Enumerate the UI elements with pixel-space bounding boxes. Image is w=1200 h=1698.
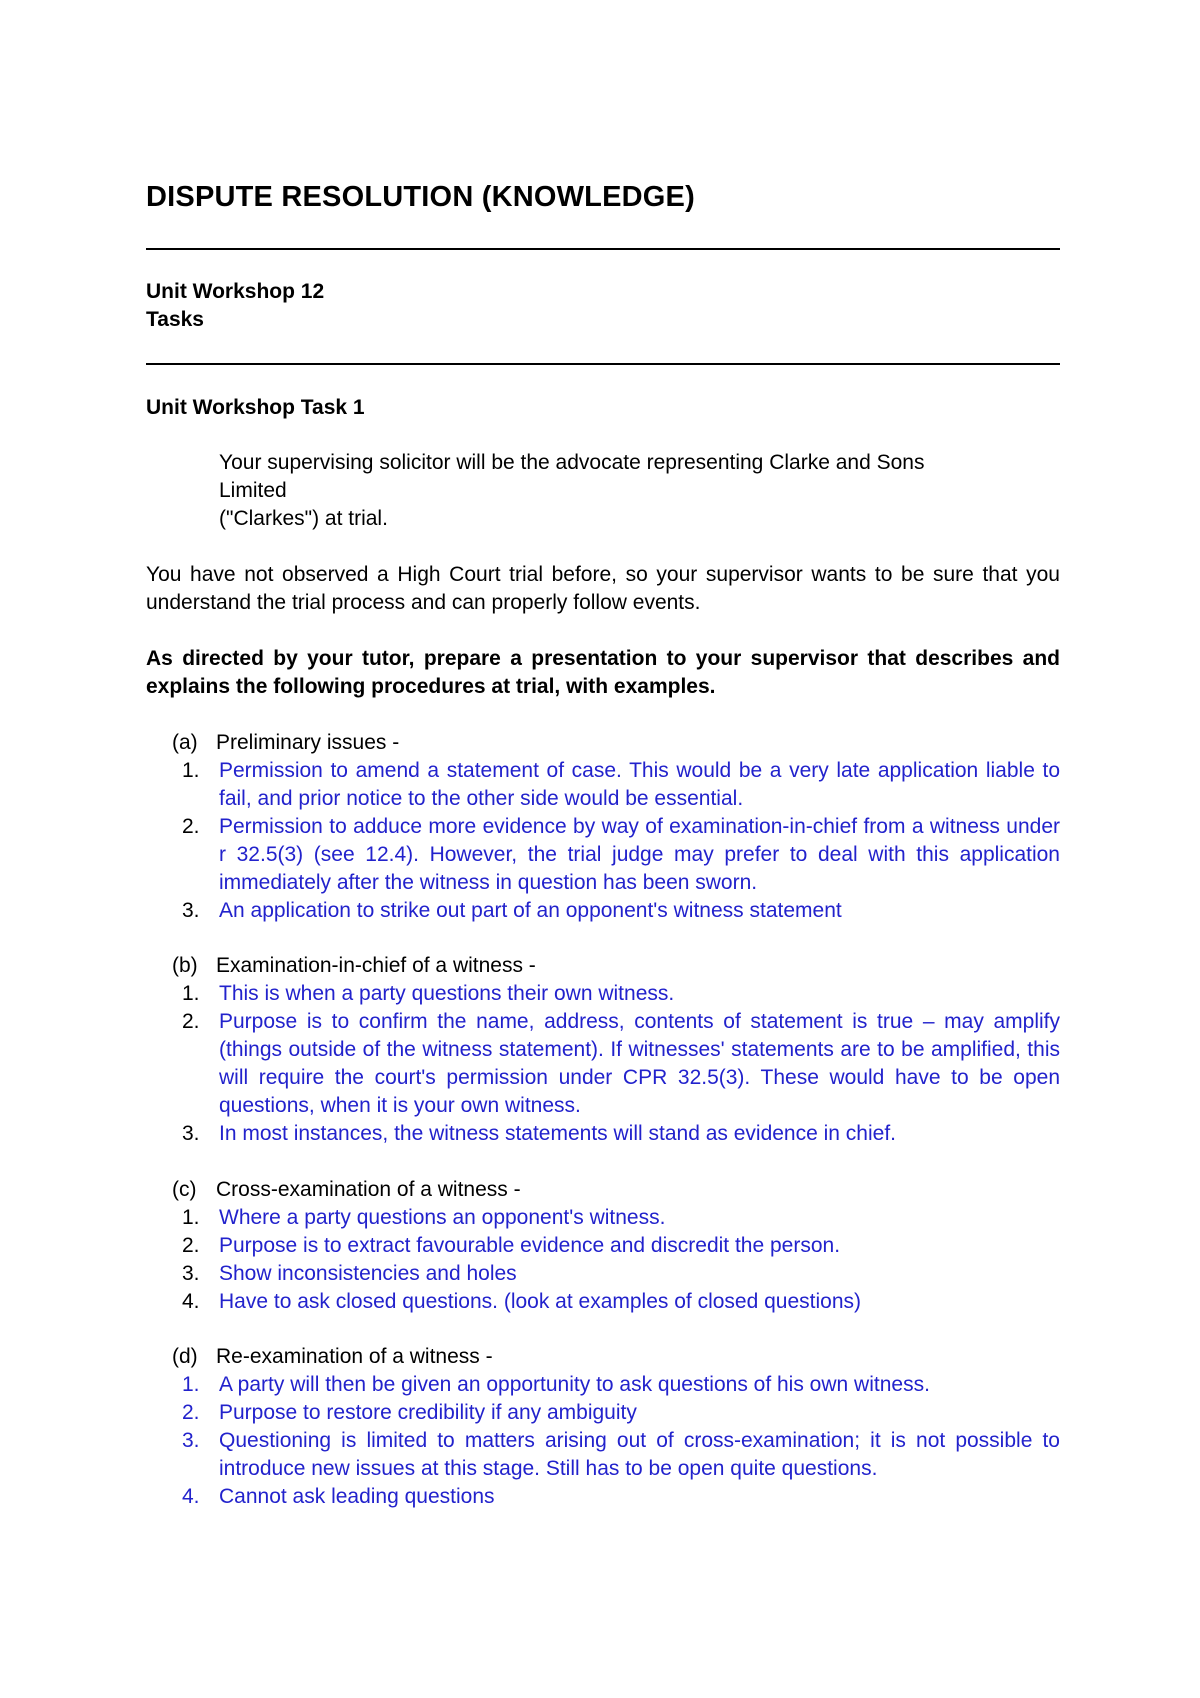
list-item	[146, 1399, 1060, 1427]
answer-list	[146, 980, 1060, 1148]
list-item	[146, 1008, 1060, 1120]
section-tag: (c)	[172, 1178, 197, 1201]
list-item	[146, 1427, 1060, 1483]
list-number: 4.	[182, 1290, 200, 1313]
horizontal-rule	[146, 248, 1060, 250]
answer-list	[146, 1204, 1060, 1316]
instruction-paragraph: As directed by your tutor, prepare a presentation to your supervisor that describes and explains the following procedures at trial, with examples.	[146, 647, 1060, 698]
task-heading: Unit Workshop Task 1	[146, 396, 365, 419]
section-title: Examination-in-chief of a witness -	[216, 954, 536, 977]
unit-header	[146, 278, 324, 334]
list-item	[146, 1260, 1060, 1288]
list-item-text: Purpose is to extract favourable evidence and discredit the person.	[219, 1234, 841, 1257]
intro-line: Limited	[219, 479, 287, 502]
unit-workshop-label: Unit Workshop 12	[146, 280, 325, 303]
section-preliminary-issues	[146, 729, 1060, 925]
section-title: Cross-examination of a witness -	[216, 1178, 521, 1201]
context-paragraph: You have not observed a High Court trial before, so your supervisor wants to be sure that you understand the trial process and can properly follow events.	[146, 563, 1060, 614]
list-number: 3.	[182, 1262, 200, 1285]
list-item-text: Have to ask closed questions. (look at examples of closed questions)	[219, 1290, 862, 1313]
section-heading	[146, 1176, 1060, 1204]
list-number: 2.	[182, 1010, 200, 1033]
intro-line: Your supervising solicitor will be the advocate representing Clarke and Sons	[219, 451, 925, 474]
list-number: 3.	[182, 1429, 200, 1452]
section-title: Re-examination of a witness -	[216, 1345, 493, 1368]
answer-list	[146, 1371, 1060, 1511]
list-item-text: In most instances, the witness statements will stand as evidence in chief.	[219, 1122, 896, 1145]
list-item	[146, 897, 1060, 925]
horizontal-rule	[146, 363, 1060, 365]
list-item	[146, 1483, 1060, 1511]
list-item	[146, 757, 1060, 813]
list-number: 2.	[182, 815, 200, 838]
list-item-text: Permission to adduce more evidence by way of examination-in-chief from a witness under r 32.5(3) (see 12.4). However, the trial judge may prefer to deal with this application immediately after the witness in question has been sworn.	[219, 815, 1060, 894]
list-item	[146, 1204, 1060, 1232]
list-item	[146, 1232, 1060, 1260]
document-title: DISPUTE RESOLUTION (KNOWLEDGE)	[146, 181, 695, 213]
section-tag: (a)	[172, 731, 198, 754]
list-number: 1.	[182, 1206, 200, 1229]
list-item	[146, 813, 1060, 897]
list-number: 2.	[182, 1234, 200, 1257]
list-number: 3.	[182, 1122, 200, 1145]
list-item	[146, 1371, 1060, 1399]
intro-line: ("Clarkes") at trial.	[219, 507, 388, 530]
list-item-text: Where a party questions an opponent's witness.	[219, 1206, 666, 1229]
section-tag: (d)	[172, 1345, 198, 1368]
section-re-examination	[146, 1343, 1060, 1511]
section-heading	[146, 952, 1060, 980]
section-tag: (b)	[172, 954, 198, 977]
list-item-text: Cannot ask leading questions	[219, 1485, 495, 1508]
list-number: 4.	[182, 1485, 200, 1508]
list-item	[146, 980, 1060, 1008]
section-cross-examination	[146, 1176, 1060, 1316]
list-item-text: A party will then be given an opportunity to ask questions of his own witness.	[219, 1373, 930, 1396]
list-number: 1.	[182, 1373, 200, 1396]
section-examination-in-chief	[146, 952, 1060, 1148]
answer-list	[146, 757, 1060, 925]
list-item-text: This is when a party questions their own witness.	[219, 982, 675, 1005]
list-number: 3.	[182, 899, 200, 922]
list-item-text: Purpose is to confirm the name, address, contents of statement is true – may amplify (things outside of the witness statement). If witnesses' statements are to be amplified, this will require the court's permission under CPR 32.5(3). These would have to be open questions, when it is your own witness.	[219, 1010, 1060, 1117]
list-item	[146, 1120, 1060, 1148]
list-item-text: Show inconsistencies and holes	[219, 1262, 517, 1285]
list-item-text: An application to strike out part of an opponent's witness statement	[219, 899, 842, 922]
tasks-label: Tasks	[146, 308, 204, 331]
list-item-text: Questioning is limited to matters arising out of cross-examination; it is not possible to introduce new issues at this stage. Still has to be open quite questions.	[219, 1429, 1060, 1480]
list-number: 1.	[182, 759, 200, 782]
list-item-text: Permission to amend a statement of case. This would be a very late application liable to fail, and prior notice to the other side would be essential.	[219, 759, 1060, 810]
intro-paragraph	[219, 449, 1060, 533]
list-number: 1.	[182, 982, 200, 1005]
section-heading	[146, 729, 1060, 757]
section-heading	[146, 1343, 1060, 1371]
section-title: Preliminary issues -	[216, 731, 400, 754]
list-item-text: Purpose to restore credibility if any ambiguity	[219, 1401, 637, 1424]
list-item	[146, 1288, 1060, 1316]
list-number: 2.	[182, 1401, 200, 1424]
